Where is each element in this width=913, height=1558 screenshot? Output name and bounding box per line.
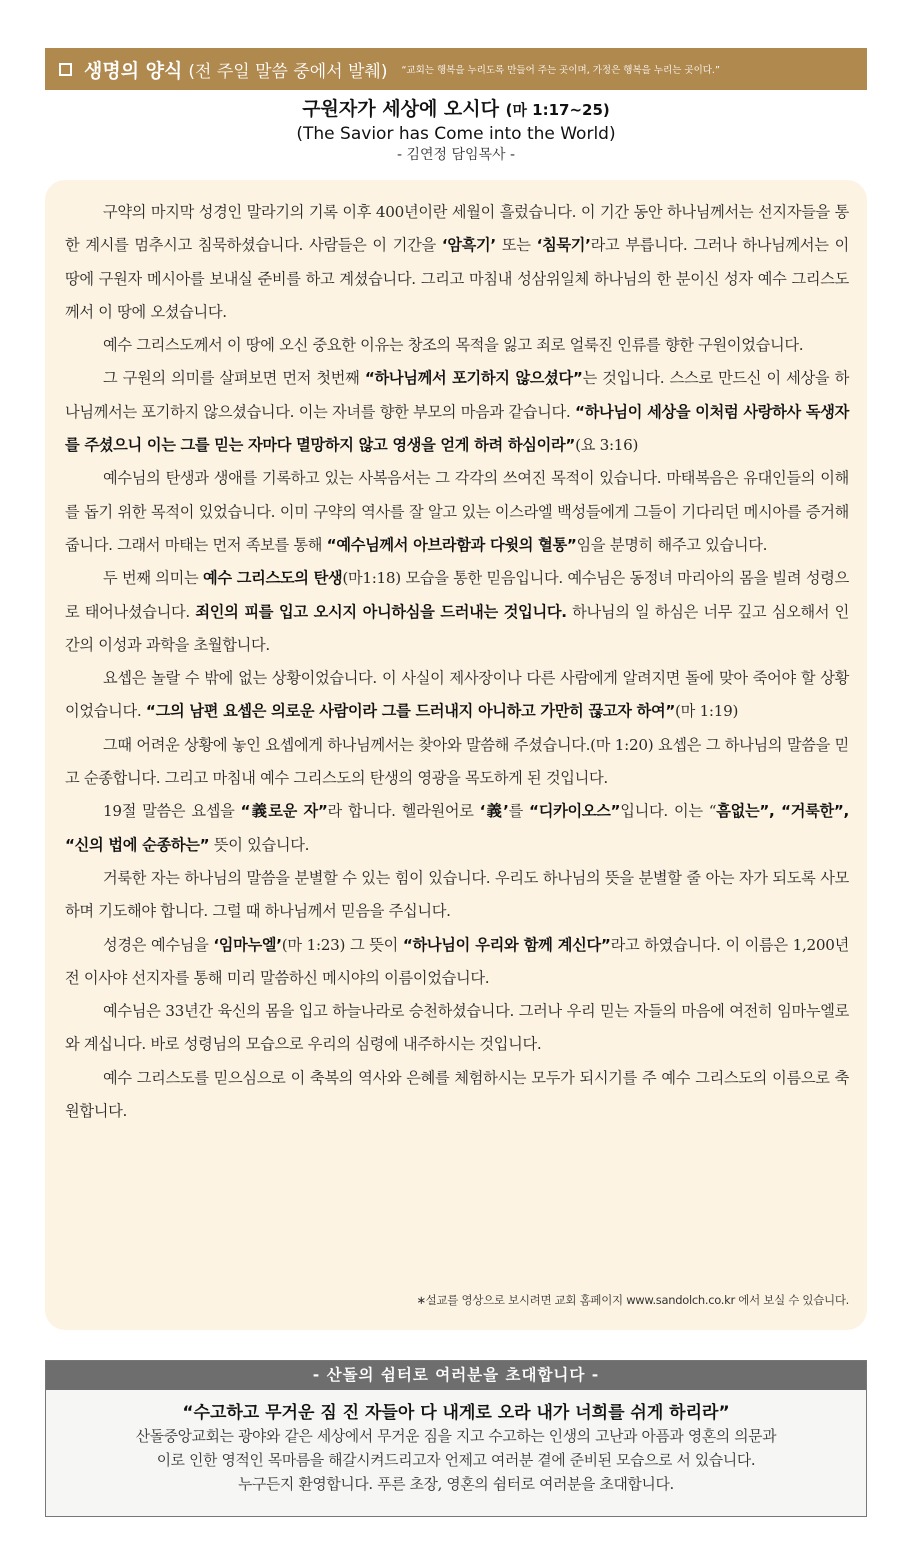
text: 19절 말씀은 요셉을 — [103, 802, 241, 821]
paragraph-7: 그때 어려운 상황에 놓인 요셉에게 하나님께서는 찾아와 말씀해 주셨습니다.(마 1:20) 요셉은 그 하나님의 말씀을 믿고 순종합니다. 그리고 마침내 예수 그리스도의 탄생의 영광을 목도하게 된 것입니다. — [65, 735, 849, 788]
text: 라고 부릅니다. 그러나 하나님께서는 이 땅에 구원자 메시아를 보내실 준비를 하고 계셨습니다. 그리고 마침내 성삼위일체 하나님의 한 분이신 성자 예수 그리스도께서 이 땅에 오셨습니다. — [65, 236, 849, 321]
invitation-line: 이로 인한 영적인 목마름을 해갈시켜드리고자 언제고 여러분 곁에 준비된 모습으로 서 있습니다. — [156, 1452, 756, 1469]
video-note: ∗설교를 영상으로 보시려면 교회 홈페이지 www.sandolch.co.kr 에서 보실 수 있습니다. — [416, 1293, 849, 1307]
header-quote: “교회는 행복을 누리도록 만들어 주는 곳이며, 가정은 행복을 누리는 곳이다.” — [401, 65, 720, 76]
paragraph-5 — [65, 562, 849, 662]
emphasis: 예수 그리스도의 탄생 — [202, 569, 343, 588]
emphasis: ‘義’ — [479, 802, 509, 821]
paragraph-8 — [65, 795, 849, 862]
invitation-header: - 산돌의 쉼터로 여러분을 초대합니다 - — [46, 1361, 866, 1390]
section-title: 생명의 양식 — [84, 59, 183, 82]
paragraph-3 — [65, 362, 849, 462]
paragraph-4 — [65, 462, 849, 562]
invitation-line: 산돌중앙교회는 광야와 같은 세상에서 무거운 짐을 지고 수고하는 인생의 고난과 아픔과 영혼의 의문과 — [135, 1428, 777, 1445]
text: 하나님의 일 하심은 너무 깊고 심오해서 인간의 이성과 과학을 초월합니다. — [65, 602, 849, 654]
text: 뜻이 있습니다. — [209, 835, 310, 854]
text: 그 구원의 의미를 살펴보면 먼저 첫번째 — [103, 369, 365, 388]
paragraph-11: 예수님은 33년간 육신의 몸을 입고 하늘나라로 승천하셨습니다. 그러나 우리 믿는 자들의 마음에 여전히 임마누엘로 와 계십니다. 바로 성령님의 모습으로 우리의 심령에 내주하시는 것입니다. — [65, 1002, 849, 1054]
emphasis: “하나님이 우리와 함께 계신다” — [402, 935, 611, 954]
section-header — [45, 48, 867, 90]
emphasis: “디카이오스” — [529, 802, 621, 821]
text: 는 것입니다. 스스로 만드신 이 세상을 하나님께서는 포기하지 않으셨습니다. 이는 자녀를 향한 부모의 마음과 같습니다. — [65, 369, 849, 421]
emphasis: “하나님께서 포기하지 않으셨다” — [364, 369, 583, 388]
paragraph-1 — [65, 196, 849, 329]
sermon-title-korean: 구원자가 세상에 오시다 — [302, 98, 499, 120]
emphasis: ‘침묵기’ — [536, 236, 591, 255]
paragraph-2: 예수 그리스도께서 이 땅에 오신 중요한 이유는 창조의 목적을 잃고 죄로 얼룩진 인류를 향한 구원이었습니다. — [103, 336, 804, 355]
text: (마1:18) 모습을 통한 믿음입니다. 예수님은 동정녀 마리아의 몸을 빌려 성령으로 태어나셨습니다. — [65, 569, 849, 621]
paragraph-6 — [65, 662, 849, 729]
sermon-author: - 김연정 담임목사 - — [396, 147, 516, 163]
text: (요 3:16) — [575, 436, 639, 455]
text: 요셉은 놀랄 수 밖에 없는 상황이었습니다. 이 사실이 제사장이나 다른 사람에게 알려지면 돌에 맞아 죽어야 할 상황이었습니다. — [65, 669, 849, 721]
paragraph-10 — [65, 929, 849, 996]
text: 를 — [508, 802, 530, 821]
emphasis: ‘임마누엘’ — [213, 935, 282, 954]
paragraph-9: 거룩한 자는 하나님의 말씀을 분별할 수 있는 힘이 있습니다. 우리도 하나님의 뜻을 분별할 줄 아는 자가 되도록 사모하며 기도해야 합니다. 그럴 때 하나님께서 믿음을 주십니다. — [65, 868, 849, 921]
sermon-title-english: (The Savior has Come into the World) — [296, 124, 616, 144]
sermon-body — [45, 180, 867, 1330]
text: 구약의 마지막 성경인 말라기의 기록 이후 400년이란 세월이 흘렀습니다. 이 기간 동안 하나님께서는 선지자들을 통한 계시를 멈추시고 침묵하셨습니다. 사람들은 이 기간을 — [65, 203, 849, 255]
invitation-box — [45, 1360, 867, 1517]
sermon-title — [45, 96, 867, 123]
text: (마 1:19) — [675, 702, 739, 721]
invitation-quote: “수고하고 무거운 짐 진 자들아 다 내게로 오라 내가 너희를 쉬게 하리라” — [182, 1403, 730, 1423]
text: 예수님의 탄생과 생애를 기록하고 있는 사복음서는 그 각각의 쓰여진 목적이 있습니다. 마태복음은 유대인들의 이해를 돕기 위한 목적이 있었습니다. 이미 구약의 역사를 잘 알고 있는 이스라엘 백성들에게 그들이 기다리던 메시아를 증거해 줍니다. 그래서 마태는 먼저 족보를 통해 — [65, 469, 849, 554]
emphasis: “예수님께서 아브라함과 다윗의 혈통” — [326, 535, 577, 554]
emphasis: 죄인의 피를 입고 오시지 아니하심을 드러내는 것입니다. — [195, 602, 567, 621]
sermon-title-block — [45, 96, 867, 165]
text: 두 번째 의미는 — [103, 569, 203, 588]
text: 라 합니다. 헬라원어로 — [327, 802, 480, 821]
emphasis: “하나님이 세상을 이처럼 사랑하사 독생자를 주셨으니 이는 그를 믿는 자마다 멸망하지 않고 영생을 얻게 하려 하심이라” — [65, 402, 849, 455]
invitation-body — [46, 1425, 866, 1497]
text: (마 1:23) 그 뜻이 — [281, 935, 403, 954]
text: 성경은 예수님을 — [103, 935, 214, 954]
emphasis: ‘암흑기’ — [441, 236, 496, 255]
section-subtitle: (전 주일 말씀 중에서 발췌) — [188, 61, 388, 82]
emphasis: “그의 남편 요셉은 의로운 사람이라 그를 드러내지 아니하고 가만히 끊고자 하여” — [145, 702, 676, 721]
emphasis: 흠없는”, “거룩한”, “신의 법에 순종하는” — [65, 802, 849, 854]
text: 입니다. 이는 “ — [620, 802, 717, 821]
emphasis: “義로운 자” — [240, 802, 328, 821]
paragraph-12: 예수 그리스도를 믿으심으로 이 축복의 역사와 은혜를 체험하시는 모두가 되시기를 주 예수 그리스도의 이름으로 축원합니다. — [65, 1068, 849, 1121]
invitation-line: 누구든지 환영합니다. 푸른 초장, 영혼의 쉼터로 여러분을 초대합니다. — [238, 1476, 674, 1493]
text: 또는 — [495, 236, 537, 255]
text: 라고 하였습니다. 이 이름은 1,200년 전 이사야 선지자를 통해 미리 말씀하신 메시야의 이름이었습니다. — [65, 935, 849, 987]
text: 임을 분명히 해주고 있습니다. — [576, 535, 768, 554]
square-bullet-icon — [59, 63, 72, 76]
sermon-reference: (마 1:17~25) — [505, 101, 610, 119]
